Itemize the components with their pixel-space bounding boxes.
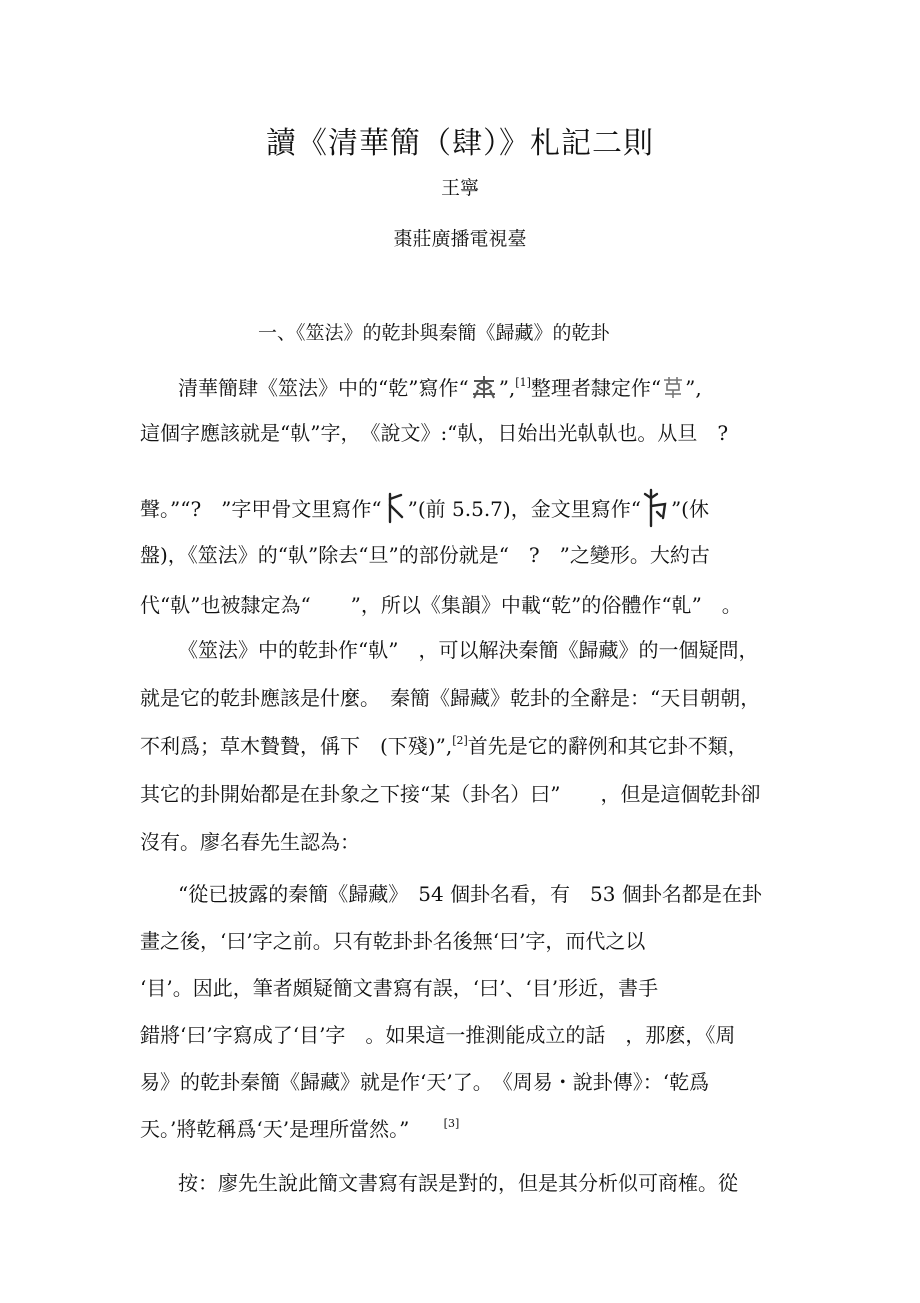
quote-line-4: 錯將‘曰’字寫成了‘目’字 。如果這一推測能成立的話 ，那麽，《周 bbox=[140, 1023, 736, 1047]
paragraph-2-line-5: 沒有。廖名春先生認為： bbox=[140, 830, 360, 854]
section-heading: 一、《筮法》的乾卦與秦簡《歸藏》的乾卦 bbox=[258, 322, 610, 344]
paragraph-2-line-1: 《筮法》中的乾卦作“倝” ，可以解決秦簡《歸藏》的一個疑問， bbox=[178, 638, 759, 662]
paragraph-1-line-4: 盤)，《筮法》的“倝”除去“旦”的部份就是“ ? ”之變形。大約古 bbox=[140, 543, 710, 567]
paragraph-1-line-1: 清華簡肆《筮法》中的“乾”寫作“ ”,[1]整理者隸定作“ ”, bbox=[178, 372, 702, 405]
quote-line-1: “從已披露的秦簡《歸藏》 54 個卦名看，有 53 個卦名都是在卦 bbox=[178, 882, 762, 906]
quote-line-2: 畫之後，‘曰’字之前。只有乾卦卦名後無‘曰’字，而代之以 bbox=[140, 929, 646, 953]
ancient-qian-glyph-icon bbox=[469, 374, 499, 405]
paragraph-1-line-3: 聲。”“? ”字甲骨文里寫作“ ”(前 5.5.7)，金文里寫作“ ”(休 bbox=[140, 488, 709, 533]
paragraph-1-line-2: 這個字應該就是“倝”字， 《說文》:“倝，日始出光倝倝也。从旦 ? bbox=[140, 421, 729, 445]
paragraph-2-line-4: 其它的卦開始都是在卦象之下接“某（卦名）曰” ，但是這個乾卦卻 bbox=[140, 782, 761, 806]
bronze-glyph-icon bbox=[641, 488, 671, 533]
footnote-ref-1: [1] bbox=[515, 376, 531, 389]
transcribed-qian-glyph-icon bbox=[661, 375, 685, 404]
author-name: 王寧 bbox=[440, 177, 479, 199]
paragraph-2-line-3: 不利爲；草木贄贄，偁下 (下殘)”,[2]首先是它的辭例和其它卦不類， bbox=[140, 734, 748, 758]
footnote-ref-2: [2] bbox=[452, 734, 468, 747]
document-title: 讀《清華簡（肆）》札記二則 bbox=[266, 126, 654, 161]
quote-line-5: 易》的乾卦秦簡《歸藏》就是作‘天’了。 《周易・說卦傳》：‘乾爲 bbox=[140, 1070, 710, 1094]
oracle-bone-glyph-icon bbox=[382, 491, 408, 530]
paragraph-1-line-5: 代“倝”也被隸定為“ ”，所以《集韻》中載“乾”的俗體作“乹” 。 bbox=[140, 593, 742, 617]
author-affiliation: 棗莊廣播電視臺 bbox=[393, 228, 527, 250]
paragraph-3-line-1: 按：廖先生說此簡文書寫有誤是對的，但是其分析似可商榷。從 bbox=[178, 1171, 738, 1195]
quote-line-6: 天。’將乾稱爲‘天’是理所當然。” [3] bbox=[140, 1117, 460, 1141]
paragraph-2-line-2: 就是它的乾卦應該是什麼。 秦簡《歸藏》乾卦的全辭是：“天目朝朝， bbox=[140, 686, 761, 710]
footnote-ref-3: [3] bbox=[443, 1117, 460, 1130]
quote-line-3: ‘目’。因此，筆者頗疑簡文書寫有誤，‘曰’、‘目’形近，書手 bbox=[140, 976, 659, 1000]
